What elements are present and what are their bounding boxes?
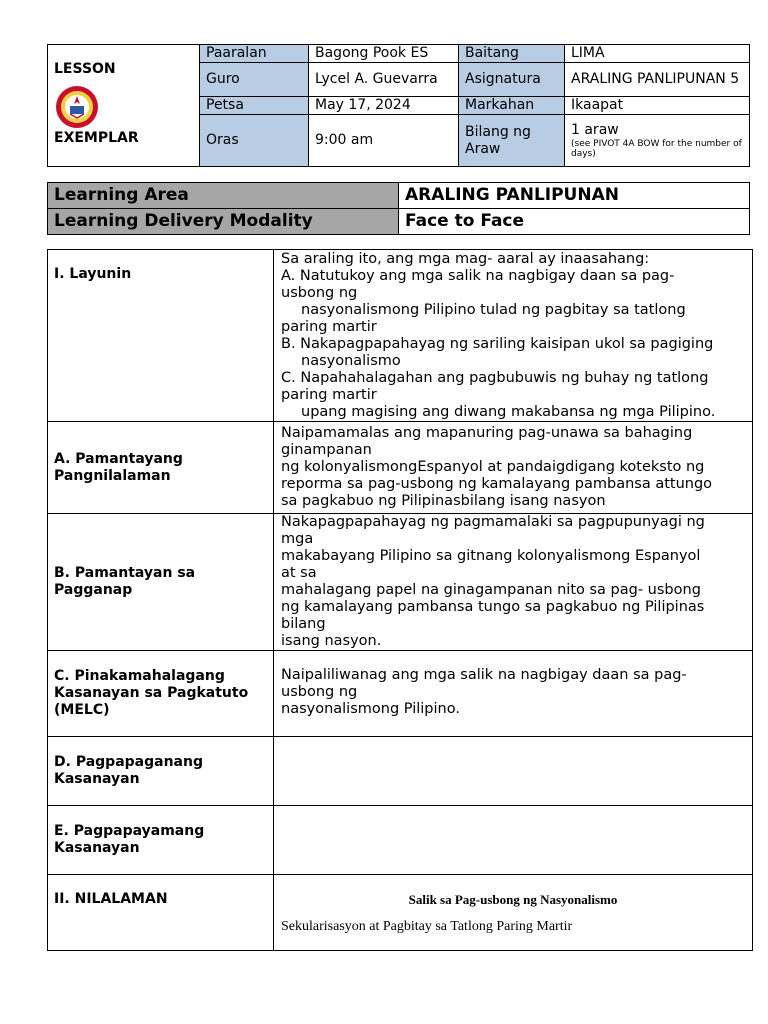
guro-value: Lycel A. Guevarra bbox=[309, 63, 459, 97]
content-line: isang nasyon. bbox=[281, 633, 382, 649]
baitang-value: LIMA bbox=[565, 45, 750, 63]
learning-area-table bbox=[47, 182, 750, 235]
content-line: makabayang Pilipino sa gitnang kolonyalismong Espanyol bbox=[281, 548, 701, 564]
learning-area-label: Learning Area bbox=[48, 183, 399, 209]
delivery-modality-label: Learning Delivery Modality bbox=[48, 209, 399, 235]
layunin-line: paring martir bbox=[281, 318, 377, 335]
paaralan-value: Bagong Pook ES bbox=[309, 45, 459, 63]
content-line: mahalagang papel na ginagampanan nito sa pag- usbong bbox=[281, 582, 701, 598]
markahan-label: Markahan bbox=[459, 97, 565, 115]
pamantayan-pagganap-content bbox=[274, 514, 753, 651]
delivery-modality-value: Face to Face bbox=[399, 209, 750, 235]
petsa-label: Petsa bbox=[200, 97, 309, 115]
pamantayang-pangnilalaman-content bbox=[274, 422, 753, 514]
lesson-header-table bbox=[47, 44, 750, 167]
melc-content bbox=[274, 651, 753, 737]
nilalaman-title: Salik sa Pag-usbong ng Nasyonalismo bbox=[408, 892, 618, 907]
school-seal-icon bbox=[55, 85, 99, 129]
content-line: nasyonalismong Pilipino. bbox=[281, 701, 460, 717]
asignatura-label: Asignatura bbox=[459, 63, 565, 97]
content-line: ng kolonyalismongEspanyol at pandaigdigang koteksto ng bbox=[281, 459, 705, 475]
bilang-ng-araw-cell bbox=[565, 115, 750, 167]
layunin-line: A. Natutukoy ang mga salik na nagbigay daan sa pag- bbox=[281, 267, 675, 284]
melc-label: C. Pinakamahalagang Kasanayan sa Pagkatuto (MELC) bbox=[48, 651, 274, 737]
content-line: usbong ng bbox=[281, 684, 358, 700]
layunin-line: paring martir bbox=[281, 386, 377, 403]
content-line: at sa bbox=[281, 565, 317, 581]
pagpapaganang-kasanayan-label: D. Pagpapaganang Kasanayan bbox=[48, 737, 274, 806]
content-line: ng kamalayang pambansa tungo sa pagkabuo ng Pilipinas bbox=[281, 599, 705, 615]
pagpapayamang-kasanayan-content bbox=[274, 806, 753, 875]
layunin-line: C. Napahahalagahan ang pagbubuwis ng buhay ng tatlong bbox=[281, 369, 709, 386]
nilalaman-text: Sekularisasyon at Pagbitay sa Tatlong Paring Martir bbox=[281, 919, 573, 934]
pamantayang-pangnilalaman-label: A. Pamantayang Pangnilalaman bbox=[48, 422, 274, 514]
content-line: ginampanan bbox=[281, 442, 372, 458]
layunin-line: nasyonalismo bbox=[301, 352, 401, 369]
markahan-value: Ikaapat bbox=[565, 97, 750, 115]
oras-label: Oras bbox=[200, 115, 309, 167]
layunin-line: B. Nakapagpapahayag ng sariling kaisipan ukol sa pagiging bbox=[281, 335, 714, 352]
layunin-line: Sa araling ito, ang mga mag- aaral ay inaasahang: bbox=[281, 250, 650, 267]
nilalaman-label: II. NILALAMAN bbox=[48, 875, 274, 951]
pagpapaganang-kasanayan-content bbox=[274, 737, 753, 806]
lesson-content-table bbox=[47, 249, 753, 951]
content-line: mga bbox=[281, 531, 314, 547]
lesson-exemplar-cell bbox=[48, 45, 200, 167]
nilalaman-content bbox=[274, 875, 753, 951]
layunin-line: upang magising ang diwang makabansa ng mga Pilipino. bbox=[301, 403, 716, 420]
exemplar-title: EXEMPLAR bbox=[54, 130, 139, 146]
bilang-ng-araw-label: Bilang ng Araw bbox=[459, 115, 565, 167]
guro-label: Guro bbox=[200, 63, 309, 97]
layunin-content bbox=[274, 250, 753, 422]
content-line: bilang bbox=[281, 616, 326, 632]
learning-area-value: ARALING PANLIPUNAN bbox=[399, 183, 750, 209]
asignatura-value: ARALING PANLIPUNAN 5 bbox=[565, 63, 750, 97]
layunin-line: usbong ng bbox=[281, 284, 358, 301]
pagpapayamang-kasanayan-label: E. Pagpapayamang Kasanayan bbox=[48, 806, 274, 875]
bilang-ng-araw-note: (see PIVOT 4A BOW for the number of days) bbox=[571, 139, 742, 159]
content-line: sa pagkabuo ng Pilipinasbilang isang nasyon bbox=[281, 493, 606, 509]
content-line: reporma sa pag-usbong ng kamalayang pambansa attungo bbox=[281, 476, 713, 492]
layunin-line: nasyonalismong Pilipino tulad ng pagbitay sa tatlong bbox=[301, 301, 686, 318]
content-line: Naipamamalas ang mapanuring pag-unawa sa bahaging bbox=[281, 425, 693, 441]
bilang-ng-araw-value: 1 araw bbox=[571, 122, 619, 138]
content-line: Nakapagpapahayag ng pagmamalaki sa pagpupunyagi ng bbox=[281, 514, 705, 530]
layunin-label: I. Layunin bbox=[48, 250, 274, 422]
baitang-label: Baitang bbox=[459, 45, 565, 63]
lesson-title: LESSON bbox=[54, 61, 116, 77]
oras-value: 9:00 am bbox=[309, 115, 459, 167]
paaralan-label: Paaralan bbox=[200, 45, 309, 63]
pamantayan-pagganap-label: B. Pamantayan sa Pagganap bbox=[48, 514, 274, 651]
petsa-value: May 17, 2024 bbox=[309, 97, 459, 115]
content-line: Naipaliliwanag ang mga salik na nagbigay daan sa pag- bbox=[281, 667, 687, 683]
